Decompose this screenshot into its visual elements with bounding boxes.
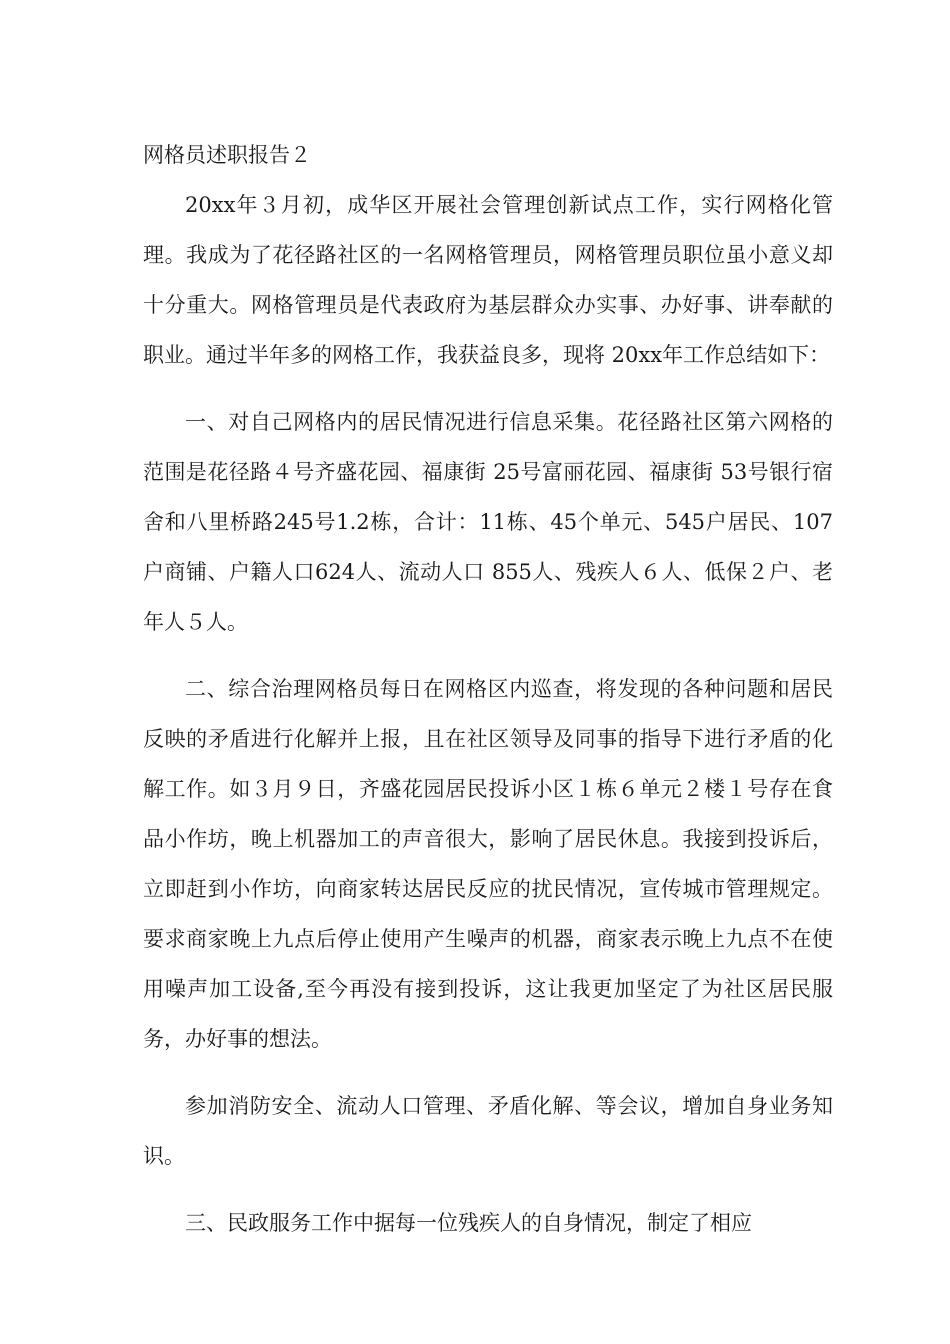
paragraph-section-3: 三、民政服务工作中据每一位残疾人的自身情况，制定了相应 — [185, 1211, 752, 1235]
paragraph-intro: 20xx年３月初，成华区开展社会管理创新试点工作，实行网格化管理。我成为了花径路社区的一名网格管理员，网格管理员职位虽小意义却十分重大。网格管理员是代表政府为基层群众办实事、办好事、讲奉献的职业。通过半年多的网格工作，我获益良多，现将 20xx年工作总结如下： — [143, 193, 833, 367]
document-body — [143, 130, 833, 1248]
paragraph-section-1: 一、对自己网格内的居民情况进行信息采集。花径路社区第六网格的范围是花径路４号齐盛花园、福康街 25号富丽花园、福康街 53号银行宿舍和八里桥路245号1.2栋，合计：11栋、45个单元、545户居民、107户商铺、户籍人口624人、流动人口 855人、残疾人６人、低保２户、老年人５人。 — [143, 410, 833, 634]
document-title: 网格员述职报告２ — [143, 143, 311, 167]
paragraph-section-2: 二、综合治理网格员每日在网格区内巡查，将发现的各种问题和居民反映的矛盾进行化解并上报，且在社区领导及同事的指导下进行矛盾的化解工作。如３月９日，齐盛花园居民投诉小区１栋６单元２楼１号存在食品小作坊，晚上机器加工的声音很大，影响了居民休息。我接到投诉后，立即赶到小作坊，向商家转达居民反应的扰民情况，宣传城市管理规定。要求商家晚上九点后停止使用产生噪声的机器，商家表示晚上九点不在使用噪声加工设备,至今再没有接到投诉，这让我更加坚定了为社区居民服务，办好事的想法。 — [143, 677, 833, 1051]
paragraph-meetings: 参加消防安全、流动人口管理、矛盾化解、等会议，增加自身业务知识。 — [143, 1094, 833, 1168]
